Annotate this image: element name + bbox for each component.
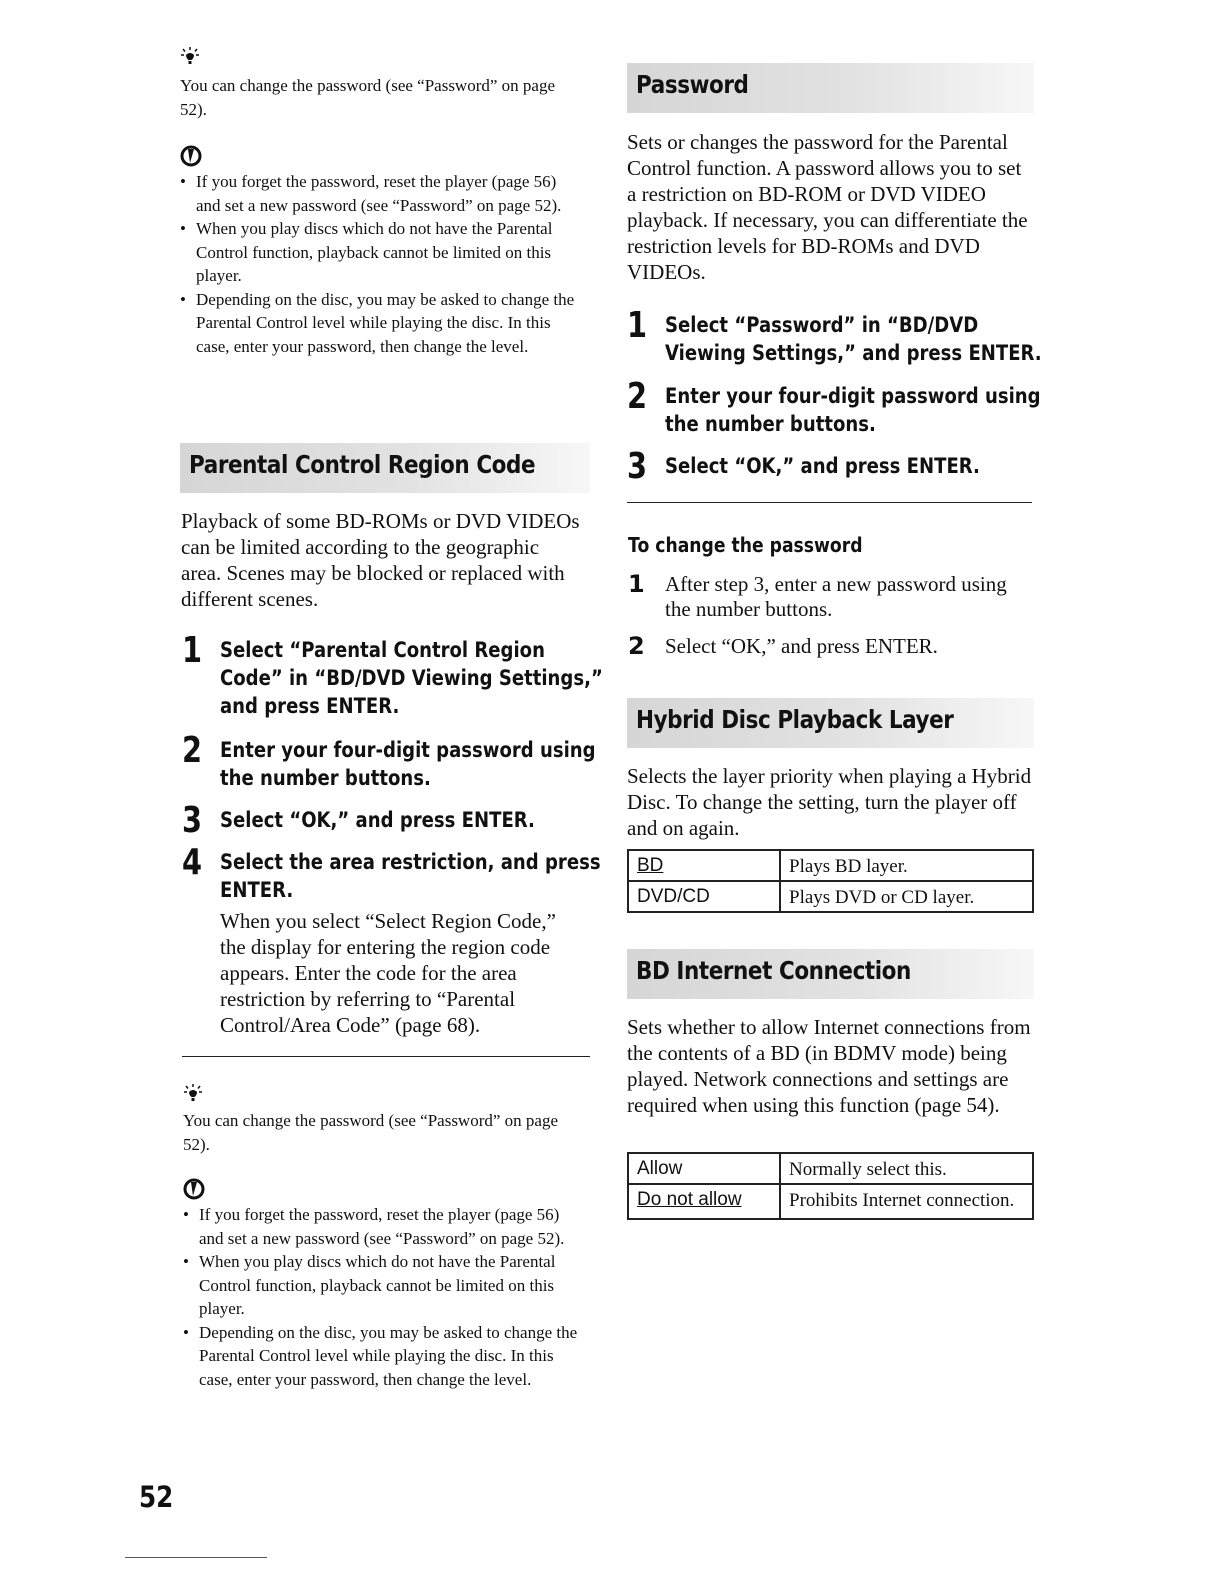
step-text: Select “OK,” and press ENTER. [220,808,535,832]
option-value: Plays DVD or CD layer. [780,881,1033,912]
section-heading-password [627,63,1034,113]
notes-block-1 [180,145,580,358]
table-row [628,1184,1033,1219]
change-password-heading: To change the password [628,533,863,557]
notes-list [180,170,580,358]
section-heading-region [180,443,590,493]
step-text: Select “Password” in “BD/DVD Viewing Settings,” and press ENTER. [665,313,1042,365]
note-item: • Depending on the disc, you may be asked to change the Parental Control level while playing the disc. In this case, enter your password, then change the level. [180,288,580,359]
step-text: Enter your four-digit password using the number buttons. [220,738,596,790]
hybrid-intro: Selects the layer priority when playing a Hybrid Disc. To change the setting, turn the player off and on again. [627,764,1032,840]
internet-options-table [627,1152,1034,1220]
hybrid-options-table [627,849,1034,913]
divider [182,1056,590,1057]
section-heading-hybrid [627,698,1034,748]
lightbulb-icon [183,1083,203,1105]
password-intro: Sets or changes the password for the Parental Control function. A password allows you to set a restriction on BD-ROM or DVD VIDEO playback. If necessary, you can differentiate the restriction levels for BD-ROMs and DVD VIDEOs. [627,130,1028,284]
step-number: 3 [627,446,648,487]
notes-block-2 [183,1178,583,1391]
option-key: DVD/CD [637,886,710,907]
tip-text: You can change the password (see “Password” on page 52). [180,76,556,119]
region-intro: Playback of some BD-ROMs or DVD VIDEOs can be limited according to the geographic area. Scenes may be blocked or replaced with different scenes. [181,509,580,611]
section-title: Hybrid Disc Playback Layer [636,705,954,734]
section-title: Password [636,70,749,99]
step-text: Select “Parental Control Region Code” in “BD/DVD Viewing Settings,” and press ENTER. [220,638,603,718]
step-number: 4 [182,842,203,883]
step-number: 3 [182,800,203,841]
note-icon [180,145,202,167]
table-row [628,1153,1033,1184]
page-number: 52 [139,1480,174,1514]
note-item: • When you play discs which do not have the Parental Control function, playback cannot be limited on this player. [183,1250,583,1321]
footer-rule [125,1557,267,1558]
step-description: When you select “Select Region Code,” the display for entering the region code appears. Enter the code for the area restriction by referring to “Parental Control/Area Code” (page 68). [220,909,556,1037]
option-key: BD [637,855,664,876]
step-number: 1 [182,630,203,671]
note-icon [183,1178,205,1200]
option-key: Allow [637,1158,683,1179]
table-row [628,850,1033,881]
step-text: Select the area restriction, and press ENTER. [220,850,601,902]
step-number: 1 [628,570,645,598]
table-row [628,881,1033,912]
note-item: • When you play discs which do not have the Parental Control function, playback cannot be limited on this player. [180,217,580,288]
section-title: Parental Control Region Code [189,450,536,479]
option-value: Prohibits Internet connection. [780,1184,1033,1219]
step-number: 2 [628,632,645,660]
note-item: • If you forget the password, reset the player (page 56) and set a new password (see “Password” on page 52). [183,1203,583,1250]
note-item: • Depending on the disc, you may be asked to change the Parental Control level while playing the disc. In this case, enter your password, then change the level. [183,1321,583,1392]
step-number: 2 [182,730,203,771]
section-heading-internet [627,949,1034,999]
option-value: Plays BD layer. [780,850,1033,881]
step-text: Select “OK,” and press ENTER. [665,454,980,478]
divider [627,502,1032,503]
section-title: BD Internet Connection [636,956,911,985]
step-text: Enter your four-digit password using the number buttons. [665,384,1041,436]
option-key: Do not allow [637,1189,742,1210]
tip-text: You can change the password (see “Password” on page 52). [183,1111,559,1154]
step-number: 2 [627,376,648,417]
step-text: Select “OK,” and press ENTER. [665,634,938,658]
tip-block-1 [180,46,590,121]
notes-list [183,1203,583,1391]
tip-block-2 [183,1083,593,1156]
step-number: 1 [627,305,648,346]
internet-intro: Sets whether to allow Internet connections from the contents of a BD (in BDMV mode) being played. Network connections and settings are required when using this function (page 54). [627,1015,1031,1117]
step-text: After step 3, enter a new password using the number buttons. [665,572,1007,621]
note-item: • If you forget the password, reset the player (page 56) and set a new password (see “Password” on page 52). [180,170,580,217]
lightbulb-icon [180,46,200,68]
option-value: Normally select this. [780,1153,1033,1184]
